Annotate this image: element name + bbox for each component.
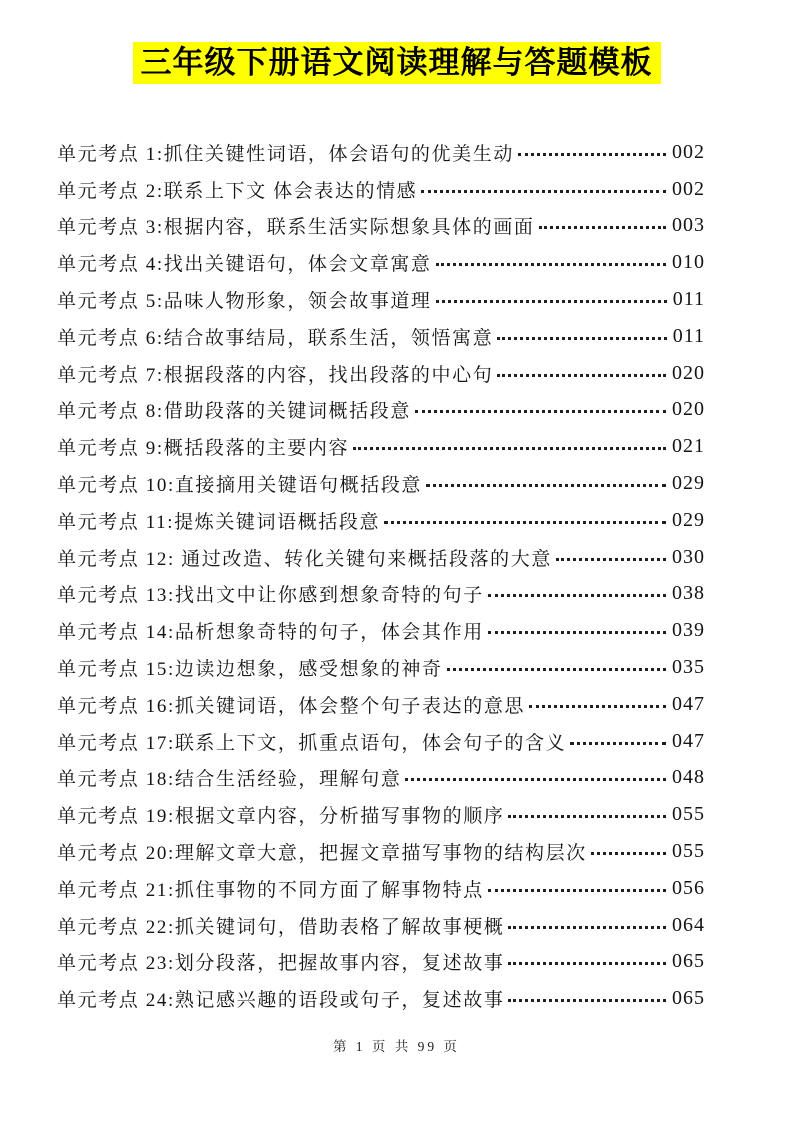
toc-entry-label: 单元考点 17:联系上下文，抓重点语句，体会句子的含义 xyxy=(57,732,567,754)
toc-page-number: 065 xyxy=(672,987,705,1010)
toc-entry xyxy=(57,760,705,797)
dot-leader xyxy=(556,558,666,561)
toc-entry-label: 单元考点 11:提炼关键词语概括段意 xyxy=(57,511,381,533)
toc-entry xyxy=(57,612,705,649)
dot-leader xyxy=(426,484,666,487)
toc-page-number: 021 xyxy=(672,435,705,458)
toc-entry xyxy=(57,318,705,355)
toc-entry xyxy=(57,686,705,723)
toc-list xyxy=(57,134,705,1017)
toc-entry-label: 单元考点 13:找出文中让你感到想象奇特的句子 xyxy=(57,585,484,607)
dot-leader xyxy=(415,410,666,413)
dot-leader xyxy=(497,337,666,340)
toc-page-number: 039 xyxy=(672,619,705,642)
toc-entry xyxy=(57,281,705,318)
page-title: 三年级下册语文阅读理解与答题模板 xyxy=(133,42,661,84)
toc-entry xyxy=(57,944,705,981)
toc-page-number: 038 xyxy=(672,582,705,605)
toc-entry-label: 单元考点 8:借助段落的关键词概括段意 xyxy=(57,401,411,423)
toc-entry xyxy=(57,539,705,576)
title-row xyxy=(0,42,793,84)
toc-entry-label: 单元考点 16:抓关键词语，体会整个句子表达的意思 xyxy=(57,695,526,717)
toc-entry xyxy=(57,428,705,465)
toc-page-number: 011 xyxy=(672,288,705,311)
toc-entry-label: 单元考点 12: 通过改造、转化关键句来概括段落的大意 xyxy=(57,548,552,570)
toc-entry xyxy=(57,208,705,245)
toc-entry xyxy=(57,980,705,1017)
toc-entry xyxy=(57,134,705,171)
dot-leader xyxy=(488,631,666,634)
toc-entry-label: 单元考点 10:直接摘用关键语句概括段意 xyxy=(57,475,423,497)
dot-leader xyxy=(518,153,666,156)
toc-page-number: 003 xyxy=(672,214,705,237)
toc-entry-label: 单元考点 23:划分段落，把握故事内容，复述故事 xyxy=(57,953,505,975)
toc-entry-label: 单元考点 20:理解文章大意，把握文章描写事物的结构层次 xyxy=(57,843,587,865)
toc-page-number: 056 xyxy=(672,876,705,899)
toc-entry xyxy=(57,870,705,907)
toc-entry xyxy=(57,244,705,281)
dot-leader xyxy=(436,263,666,266)
toc-page-number: 020 xyxy=(672,361,705,384)
toc-entry xyxy=(57,907,705,944)
toc-page-number: 047 xyxy=(672,729,705,752)
toc-entry-label: 单元考点 1:抓住关键性词语，体会语句的优美生动 xyxy=(57,143,514,165)
dot-leader xyxy=(384,521,666,524)
dot-leader xyxy=(497,374,666,377)
toc-page-number: 029 xyxy=(672,472,705,495)
toc-page-number: 030 xyxy=(672,545,705,568)
dot-leader xyxy=(508,962,666,965)
toc-page-number: 035 xyxy=(672,656,705,679)
toc-entry xyxy=(57,833,705,870)
toc-entry xyxy=(57,796,705,833)
toc-entry xyxy=(57,392,705,429)
toc-entry-label: 单元考点 5:品味人物形象，领会故事道理 xyxy=(57,291,432,313)
toc-entry-label: 单元考点 15:边读边想象，感受想象的神奇 xyxy=(57,659,443,681)
toc-page-number: 055 xyxy=(672,840,705,863)
dot-leader xyxy=(529,705,666,708)
dot-leader xyxy=(488,889,666,892)
dot-leader xyxy=(405,778,666,781)
dot-leader xyxy=(421,190,666,193)
toc-entry xyxy=(57,355,705,392)
dot-leader xyxy=(353,447,666,450)
toc-entry-label: 单元考点 18:结合生活经验，理解句意 xyxy=(57,769,402,791)
toc-entry-label: 单元考点 24:熟记感兴趣的语段或句子，复述故事 xyxy=(57,990,505,1012)
toc-entry xyxy=(57,465,705,502)
page-footer: 第 1 页 共 99 页 xyxy=(332,1039,461,1054)
toc-entry-label: 单元考点 6:结合故事结局，联系生活，领悟寓意 xyxy=(57,327,494,349)
toc-entry-label: 单元考点 9:概括段落的主要内容 xyxy=(57,438,350,460)
toc-entry xyxy=(57,502,705,539)
toc-page-number: 055 xyxy=(672,803,705,826)
toc-entry xyxy=(57,576,705,613)
dot-leader xyxy=(508,815,666,818)
toc-entry-label: 单元考点 22:抓关键词句，借助表格了解故事梗概 xyxy=(57,916,505,938)
toc-entry xyxy=(57,723,705,760)
toc-entry xyxy=(57,171,705,208)
toc-entry xyxy=(57,649,705,686)
toc-entry-label: 单元考点 2:联系上下文 体会表达的情感 xyxy=(57,180,418,202)
toc-entry-label: 单元考点 21:抓住事物的不同方面了解事物特点 xyxy=(57,879,484,901)
toc-page-number: 029 xyxy=(672,508,705,531)
toc-page-number: 010 xyxy=(672,251,705,274)
toc-entry-label: 单元考点 14:品析想象奇特的句子，体会其作用 xyxy=(57,622,484,644)
dot-leader xyxy=(436,300,667,303)
dot-leader xyxy=(488,594,666,597)
toc-page-number: 065 xyxy=(672,950,705,973)
toc-page-number: 002 xyxy=(672,177,705,200)
toc-page-number: 011 xyxy=(672,324,705,347)
dot-leader xyxy=(539,226,666,229)
dot-leader xyxy=(508,926,666,929)
dot-leader xyxy=(570,742,666,745)
toc-entry-label: 单元考点 19:根据文章内容，分析描写事物的顺序 xyxy=(57,806,505,828)
dot-leader xyxy=(447,668,666,671)
toc-page-number: 020 xyxy=(672,398,705,421)
dot-leader xyxy=(591,852,666,855)
toc-page-number: 047 xyxy=(672,692,705,715)
toc-page-number: 002 xyxy=(672,140,705,163)
toc-page-number: 048 xyxy=(672,766,705,789)
dot-leader xyxy=(508,999,666,1002)
toc-entry-label: 单元考点 3:根据内容，联系生活实际想象具体的画面 xyxy=(57,217,535,239)
toc-entry-label: 单元考点 7:根据段落的内容，找出段落的中心句 xyxy=(57,364,494,386)
toc-page-number: 064 xyxy=(672,913,705,936)
toc-entry-label: 单元考点 4:找出关键语句，体会文章寓意 xyxy=(57,254,432,276)
